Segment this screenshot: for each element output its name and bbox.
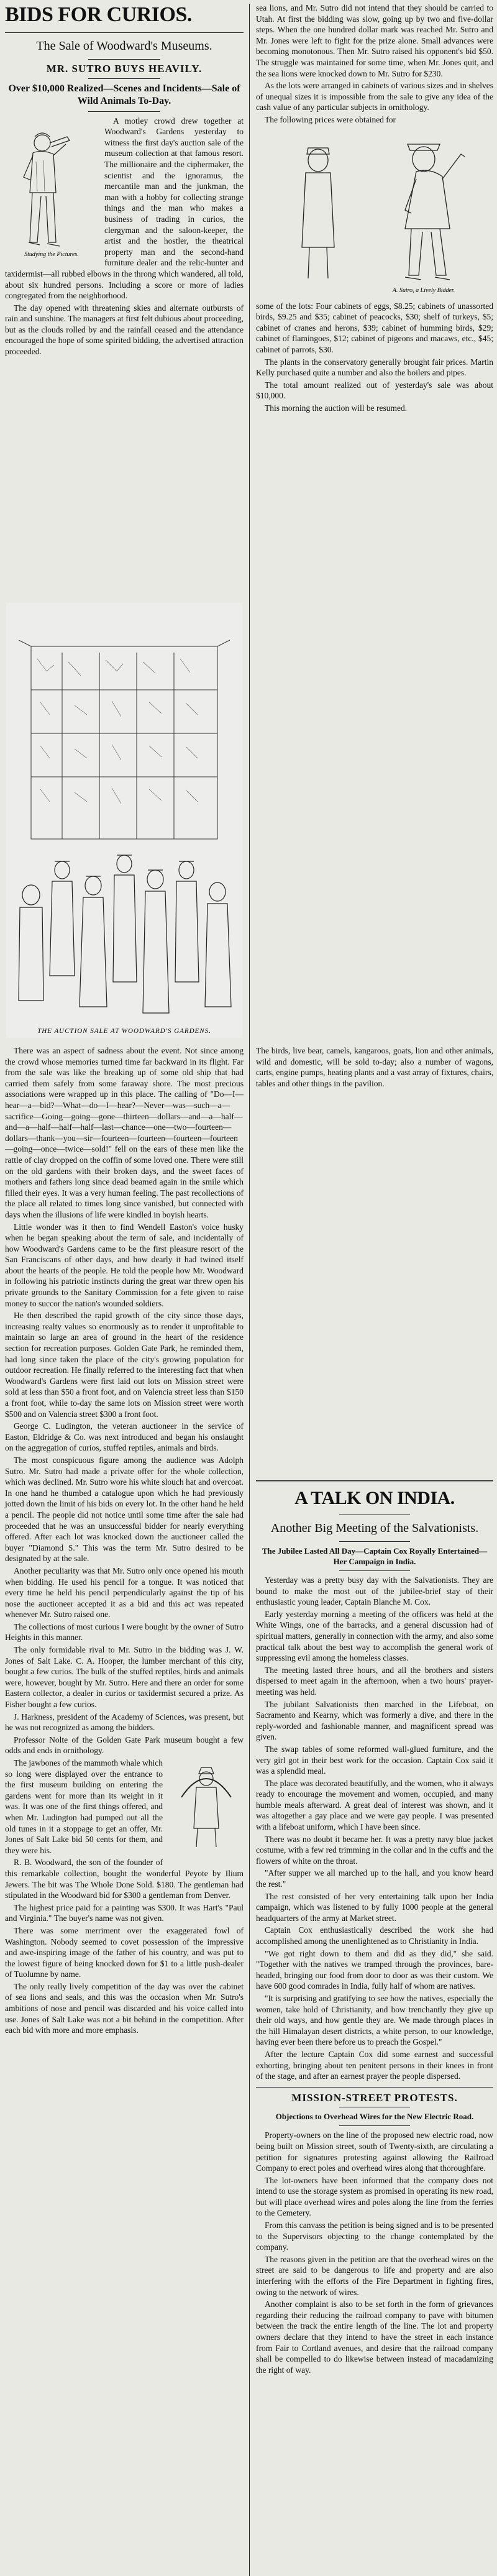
paragraph: Another peculiarity was that Mr. Sutro only once opened his mouth when bidding. He used his pencil for a tongue. It was noticed that every time he held his pencil perpendicularly against the tip of his nose the auctioneer accepted it as a bid and this act was repeated whenever Mr. Sutro raised one.: [5, 1565, 244, 1620]
fig1-caption: Studying the Pictures.: [24, 250, 79, 258]
paragraph: some of the lots: Four cabinets of eggs, $8.25; cabinets of unassorted birds, $9.25 and $35; cabinet of peacocks, $30; shelf of turkeys, $5; cabinet of cranes and herons, $39; cabinet of humming birds, $29; cabinet of flamingoes, $12; cabinet of pigeons and macaws, etc., $45; cabinet of parrots, $30.: [256, 301, 493, 354]
paragraph: The plants in the conservatory generally brought fair prices. Martin Kelly purchased quite a number and also the boilers and pipes.: [256, 357, 493, 378]
studying-pictures-illustration: [5, 118, 98, 264]
protests-deck: Objections to Overhead Wires for the New Electric Road.: [275, 2112, 474, 2122]
paragraph: As the lots were arranged in cabinets of various sizes and in shelves of unequal sizes it is impossible from the sale to give any idea of the cash value of any particular subjects in ornithology.: [256, 81, 493, 112]
paragraph: Little wonder was it then to find Wendell Easton's voice husky when he began speaking about the term of sale, and incidentally of how Woodward's Gardens came to be the first pleasure resort of the San Franciscans of other days, and how dearly it had twined itself about the hearts of the people. He told the people how Mr. Woodward in following his patriotic instincts during the great war threw open his private grounds to the Sanitary Commission for a fete given to raise money to succor the nation's wounded soldiers.: [5, 1222, 244, 1308]
paragraph: "It is surprising and gratifying to see how the natives, especially the women, take hold of Christianity, and how trenchantly they give up their old ways, and how gentle they are. We made through places in the hill Himalayan desert districts, a white person, to our knowledge, having ever been there before us to preach the Gospel.": [256, 1993, 493, 2047]
paragraph: The collections of most curious I were bought by the owner of Sutro Heights in this manner.: [5, 1621, 244, 1643]
india-headline: A TALK ON INDIA.: [294, 1488, 455, 1508]
paragraph: Property-owners on the line of the proposed new electric road, now being built on Mission street, south of Twenty-sixth, are circulating a petition for signatures protesting against allowing the Railroad Company to erect poles and overhead wires along that thoroughfare.: [256, 2130, 493, 2173]
sutro-illustration: [256, 129, 493, 297]
paragraph: J. Harkness, president of the Academy of Sciences, was present, but he was not recognized as among the bidders.: [5, 1712, 244, 1733]
column-divider-lower: [249, 1472, 250, 2576]
column-divider: [249, 4, 250, 1477]
protests-headline: MISSION-STREET PROTESTS.: [291, 2091, 458, 2104]
paragraph: There was an aspect of sadness about the event. Not since among the crowd whose memories turned time far backward in its flight. Far from the sale was like the breaking up of some old ship that had carried them safely from some faraway shore. The most precious associations were wrapped up in this place. The calling of "Do—I—hear—a—bid?—What—do—I—hear?—Never—was—such—a—sacrifice—Going—going—gone—thirteen—dollars—and—a—half—and—a—half—half—half—last—chance—one—two—fourteen—dollars—thank—you—sir—fourteen—fourteen—fourteen—fourteen—going—once—twice—sold!" fell on the ears of these men like the rattle of clay dropped on the coffin of some loved one. There were still on the old gardens with their broken days, and the sweet faces of mothers and fathers long since dead beamed again in the smile which filled their eyes. It was a very human feeling. The past recollections of the place all related to times long since vanished, but connected with days when the illusions of life were kindled in boyish hearts.: [5, 1046, 244, 1219]
article-subtitle: The Sale of Woodward's Museums.: [36, 39, 212, 53]
paragraph: "We got right down to them and did as they did," she said. "Together with the natives we tramped through the provinces, bare-headed, bringing our food from door to door as was their custom. We have 600 good comrades in India, fully half of whom are natives.: [256, 1948, 493, 1991]
paragraph: "After supper we all marched up to the hall, and you know heard the rest.": [256, 1868, 493, 1889]
paragraph: R. B. Woodward, the son of the founder of this remarkable collection, bought the wonderful Peyote by Ilium Jewers. The bit was The Whole Done Sold. $180. The gentleman had stipulated in the Woodward bid for $300 a gentleman from Denver.: [5, 1858, 244, 1900]
paragraph: The rest consisted of her very entertaining talk upon her India campaign, which was listened to by fully 1000 people at the general headquarters of the army at Market street.: [256, 1891, 493, 1923]
paragraph: The place was decorated beautifully, and the women, who it always ready to encourage the movement and women, occupied, and many humble meals afterward. A great deal of interest was shown, and it was altogether a gay place and we were gay people. I was presented with a lifeboat uniform, which I have been since.: [256, 1778, 493, 1832]
paragraph: The day opened with threatening skies and alternate outbursts of rain and sunshine. The managers at first felt dubious about proceeding, but as the clouds rolled by and the rainfall ceased and the attendance encouraged the hope of some spirited bidding, the advertised attraction proceeded.: [5, 303, 244, 357]
paragraph: The only formidable rival to Mr. Sutro in the bidding was J. W. Jones of Salt Lake. C. A. Hooper, the lumber merchant of this city, bought a few curios. The bulk of the stuffed reptiles, birds and animals were, however, bought by Mr. Sutro. Here and there an order for some Eastern collector, a dealer in curios or taxidermist secured a prize. As Fisher bought a few curios.: [5, 1645, 244, 1710]
paragraph: The meeting lasted three hours, and all the brothers and sisters dispersed to meet again in the afternoon, when a two hours' prayer-meeting was held.: [256, 1665, 493, 1697]
india-deck: The Jubilee Lasted All Day—Captain Cox Royally Entertained—Her Campaign in India.: [262, 1546, 488, 1566]
fig2-caption: THE AUCTION SALE AT WOODWARD'S GARDENS.: [37, 1027, 211, 1035]
whale-bone-illustration: [169, 1760, 244, 1856]
paragraph: He then described the rapid growth of the city since those days, increasing realty values so enormously as to render it unprofitable to maintain so large an area of ground in the heart of the residence section for recreation purposes. Golden Gate Park, he reminded them, had long since taken the place of the city's growing population for outdoor recreation. He finally referred to the interesting fact that when Woodward's Gardens were first laid out lots on Mission street were sold at less than $50 a front foot, and on Valencia street less than $150 a front foot, while to-day the same lots on Mission street were worth $500 and on Valencia street $300 a front foot.: [5, 1311, 244, 1419]
paragraph: The only really lively competition of the day was over the cabinet of sea lions and seals, and this was the occasion when Mr. Sutro's ambitions of nose and pencil was discarded and his voice called into use. Jones of Salt Lake was not a bit behind in the competition. After each bid with more and more emphasis.: [5, 1981, 244, 2035]
paragraph: George C. Ludington, the veteran auctioneer in the service of Easton, Eldridge & Co. was next introduced and began his onslaught on the aggregation of curios, stuffed reptiles, animals and birds.: [5, 1421, 244, 1453]
paragraph: The swap tables of some reformed wall-glued furniture, and the very girl got in their best work for the occasion. Captain Cox said it was a splendid meal.: [256, 1744, 493, 1776]
right-column: [256, 2, 493, 415]
paragraph: Captain Cox enthusiastically described the work she had accomplished among the unenlightened as to Christianity in India.: [256, 1925, 493, 1946]
left-column-continued: [5, 1045, 244, 2037]
paragraph: Yesterday was a pretty busy day with the Salvationists. They are bound to make the most out of the jubilee-brief stay of their enthusiastic young leader, Captain Blanche M. Cox.: [256, 1575, 493, 1607]
paragraph: From this canvass the petition is being signed and is to be presented to the Supervisors objecting to the change contemplated by the company.: [256, 2221, 493, 2252]
left-column: [5, 2, 244, 359]
paragraph: Professor Nolte of the Golden Gate Park museum bought a few odds and ends in ornithology.: [5, 1735, 244, 1756]
india-article: [256, 1477, 493, 2377]
paragraph: The lot-owners have been informed that the company does not intend to use the storage system as promised in operating its new road, but will place overhead wires and poles along the line from the ferries to the Cemetery.: [256, 2175, 493, 2218]
paragraph: Early yesterday morning a meeting of the officers was held at the White Wings, one of the barracks, and a general discussion had of spiritual matters, generally in connection with the army, and also some practical talk about the best way to accomplish the general work of suppressing evil among the homeless classes.: [256, 1609, 493, 1663]
fig3-caption: A. Sutro, a Lively Bidder.: [392, 286, 455, 294]
paragraph: The highest price paid for a painting was $300. It was Hart's "Paul and Virginia." The buyer's name was not given.: [5, 1902, 244, 1923]
paragraph: The jawbones of the mammoth whale which so long were displayed over the entrance to the first museum building on entering the gardens went for more than its weight in it was. It was one of the first things offered, and when Mr. Ludington had pumped out all the old tunes in it a stoppage to get an offer, Mr. Jones of Salt Lake bid 50 cents for them, and they were his.: [5, 1758, 163, 1855]
article-deck: Over $10,000 Realized—Scenes and Incidents—Sale of Wild Animals To-Day.: [8, 83, 240, 106]
paragraph: sea lions, and Mr. Sutro did not intend that they should be carried to Utah. At first the bidding was slow, going up by two and five-dollar steps. When the one hundred dollar mark was reached Mr. Sutro and Mr. Jones were left to fight for the prize alone. Small advances were becoming monotonous. Then Mr. Sutro raised his opponent's bid $50. The struggle was maintained for some time, when Mr. Jones quit, and the sea lions were knocked down to Mr. Sutro for $230.: [256, 3, 493, 78]
paragraph: The most conspicuous figure among the audience was Adolph Sutro. Mr. Sutro had made a private offer for the whole collection, which was declined. Mr. Sutro wore his white slouch hat and overcoat. In one hand he thumbed a catalogue upon which he had previously jotted down the limit of his bids on every lot. In the other hand he held a pencil. The people did not notice until some time after the sale had proceeded that he was an unsuccessful bidder for nearly everything offered. After each lot was knocked down the auctioneer called the buyer "Diamond S." This was the term Mr. Sutro desired to be designated by at the sale.: [5, 1455, 244, 1564]
paragraph: Another complaint is also to be set forth in the form of grievances regarding their reducing the railroad company to pave with bitumen between the track the entire length of the line. The lot and property owners declare that they intend to have the street in each instance from Fair to Cortland avenues, and desire that the railroad company shall be compelled to do likewise between instead of macadamizing the right of way.: [256, 2299, 493, 2375]
paragraph: The reasons given in the petition are that the overhead wires on the street are said to be dangerous to life and property and are also interfering with the efforts of the Fire Department in fighting fires, owing to the network of wires.: [256, 2254, 493, 2297]
auction-illustration: [6, 603, 242, 1038]
paragraph: The jubilant Salvationists then marched in the Lifeboat, on Sacramento and Kearny, which was formerly a dive, and there in the reply-worded and fashionable manner, and magnificent spread was given.: [256, 1699, 493, 1742]
right-column-continued: [256, 1045, 493, 1090]
article-headline: BIDS FOR CURIOS.: [5, 3, 192, 26]
paragraph: The total amount realized out of yesterday's sale was about $10,000.: [256, 380, 493, 401]
paragraph: The following prices were obtained for: [265, 114, 396, 124]
article-kicker: MR. SUTRO BUYS HEAVILY.: [46, 63, 203, 75]
paragraph: A motley crowd drew together at Woodward's Gardens yesterday to witness the first day's auction sale of the museum collection at that famous resort. The millionaire and the ciphermaker, the scientist and the ignoramus, the mercantile man and the junkman, the man with a hobby for collecting strange things and the man who makes a business of trading in curios, the clergyman and the saloon-keeper, the artist and the hostler, the theatrical property man and the second-hand furniture dealer and the relic-hunter and taxidermist—all rubbed elbows in the throng which wandered, all told, about six hundred persons. Including a score or more of ladies congregated from the neighborhood.: [5, 116, 244, 301]
india-subtitle: Another Big Meeting of the Salvationists.: [270, 1521, 479, 1535]
paragraph: This morning the auction will be resumed.: [265, 403, 408, 413]
paragraph: There was no doubt it became her. It was a pretty navy blue jacket costume, with a few red trimming in the collar and in the cuffs and the flowers of white on the throat.: [256, 1834, 493, 1866]
paragraph: After the lecture Captain Cox did some earnest and successful exhorting, bringing about ten penitent persons in their knees in front of the stage, and after an earnest prayer the people dispersed.: [256, 2049, 493, 2081]
paragraph: The birds, live bear, camels, kangaroos, goats, lion and other animals, wild and domestic, will be sold to-day; also a number of wagons, carts, engine pumps, heating plants and a vast array of fixtures, chairs, tables and other things in the pavilion.: [256, 1046, 493, 1088]
paragraph: There was some merriment over the exaggerated fowl of Washington. Nobody seemed to covet possession of the impressive and awe-inspiring image of the father of his country, and was put to the lowest figure of being knocked down for $1 to a little push-dealer of Tuolumne by name.: [5, 1925, 244, 1979]
